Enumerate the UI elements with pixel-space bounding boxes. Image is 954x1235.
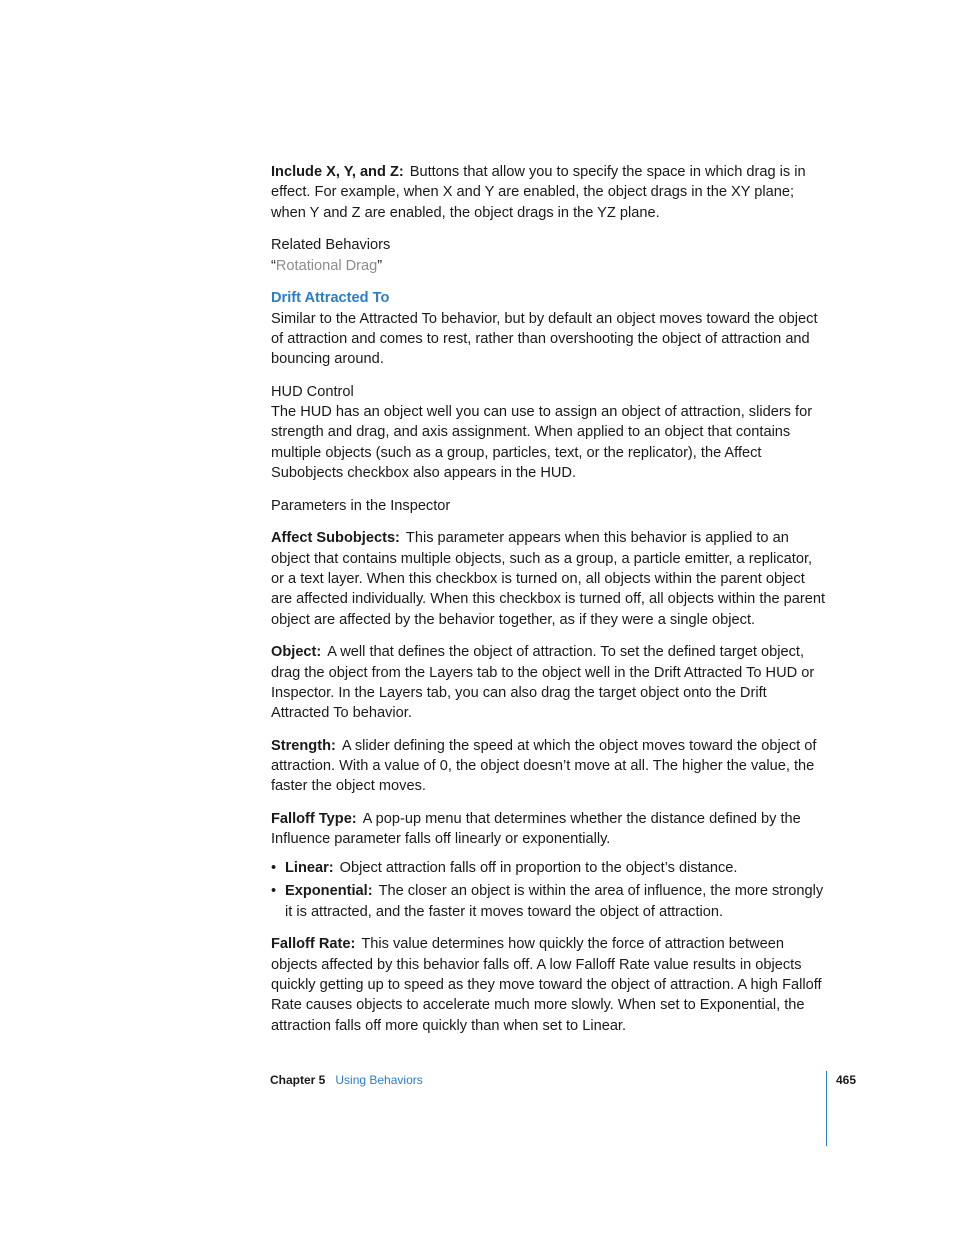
related-behaviors-link-line [271,256,827,276]
related-behaviors-heading: Related Behaviors [271,237,391,254]
bullet-icon: • [271,883,277,900]
list-item [271,858,827,878]
page-number: 465 [836,1073,857,1087]
param-label: Affect Subobjects: [271,530,400,547]
list-item [271,881,827,922]
hud-control-block [271,382,827,483]
param-text: A pop-up menu that determines whether the distance defined by the Influence parameter falls off linearly or exponentially. [271,811,801,848]
param-object [271,642,827,723]
inspector-heading: Parameters in the Inspector [271,497,451,514]
param-text: A well that defines the object of attraction. To set the defined target object, drag the object from the Layers tab to the object well in the Drift Attracted To HUD or Inspector. In the Layers tab, you can also drag the target object onto the Drift Attracted To behavior. [271,644,815,722]
param-label: Object: [271,644,322,661]
footer-section-link[interactable]: Using Behaviors [335,1073,423,1087]
include-xyz-label: Include X, Y, and Z: [271,164,404,180]
hud-control-text: The HUD has an object well you can use to assign an object of attraction, sliders for strength and drag, and axis assignment. When applied to an object that contains multiple objects (such as a group, particles, text, or the replicator), the Affect Subobjects checkbox also appears in the HUD. [271,404,813,482]
option-text: Object attraction falls off in proportion to the object’s distance. [339,860,738,877]
rotational-drag-link[interactable]: Rotational Drag [275,257,378,274]
falloff-type-options [271,858,827,922]
drift-attracted-to-block [271,288,827,369]
include-xyz-paragraph [271,162,827,223]
param-text: This parameter appears when this behavior is applied to an object that contains multiple objects, such as a group, a particle emitter, a replicator, or a text layer. When this checkbox is turned on, all objects within the parent object are affected individually. When this checkbox is turned off, all objects within the parent object are affected by the behavior together, as if they were a single object. [271,530,826,628]
param-label: Strength: [271,737,336,754]
related-behaviors-block [271,235,827,276]
param-label: Falloff Rate: [271,936,356,953]
param-text: This value determines how quickly the force of attraction between objects affected by this behavior falls off. A low Falloff Rate value results in objects quickly getting up to speed as they move toward the object of attraction. A high Falloff Rate causes objects to accelerate much more slowly. When set to Exponential, the attraction falls off more quickly than when set to Linear. [271,936,822,1034]
bullet-icon: • [271,860,277,877]
param-affect-subobjects [271,528,827,629]
param-falloff-type [271,809,827,850]
hud-control-heading: HUD Control [271,383,354,400]
param-text: A slider defining the speed at which the object moves toward the object of attraction. With a value of 0, the object doesn’t move at all. The higher the value, the faster the object moves. [271,737,817,795]
option-text: The closer an object is within the area of influence, the more strongly it is attracted, and the faster it moves toward the object of attraction. [285,883,824,920]
footer-divider [826,1071,827,1146]
include-xyz-text: Buttons that allow you to specify the space in which drag is in effect. For example, when X and Y are enabled, the object drags in the XY plane; when Y and Z are enabled, the object drags in the YZ plane. [271,164,806,221]
page-content [271,162,827,1048]
param-label: Falloff Type: [271,811,357,828]
drift-attracted-to-text: Similar to the Attracted To behavior, but by default an object moves toward the object of attraction and comes to rest, rather than overshooting the object of attraction and bouncing around. [271,310,818,368]
page-footer [270,1072,830,1088]
option-label: Exponential: [285,883,373,900]
drift-attracted-to-heading: Drift Attracted To [271,290,390,307]
footer-chapter: Chapter 5 [270,1073,326,1087]
param-falloff-rate [271,934,827,1035]
quote-close: ” [377,257,383,274]
option-label: Linear: [285,860,334,877]
param-strength [271,736,827,797]
quote-open: “ [271,257,276,274]
